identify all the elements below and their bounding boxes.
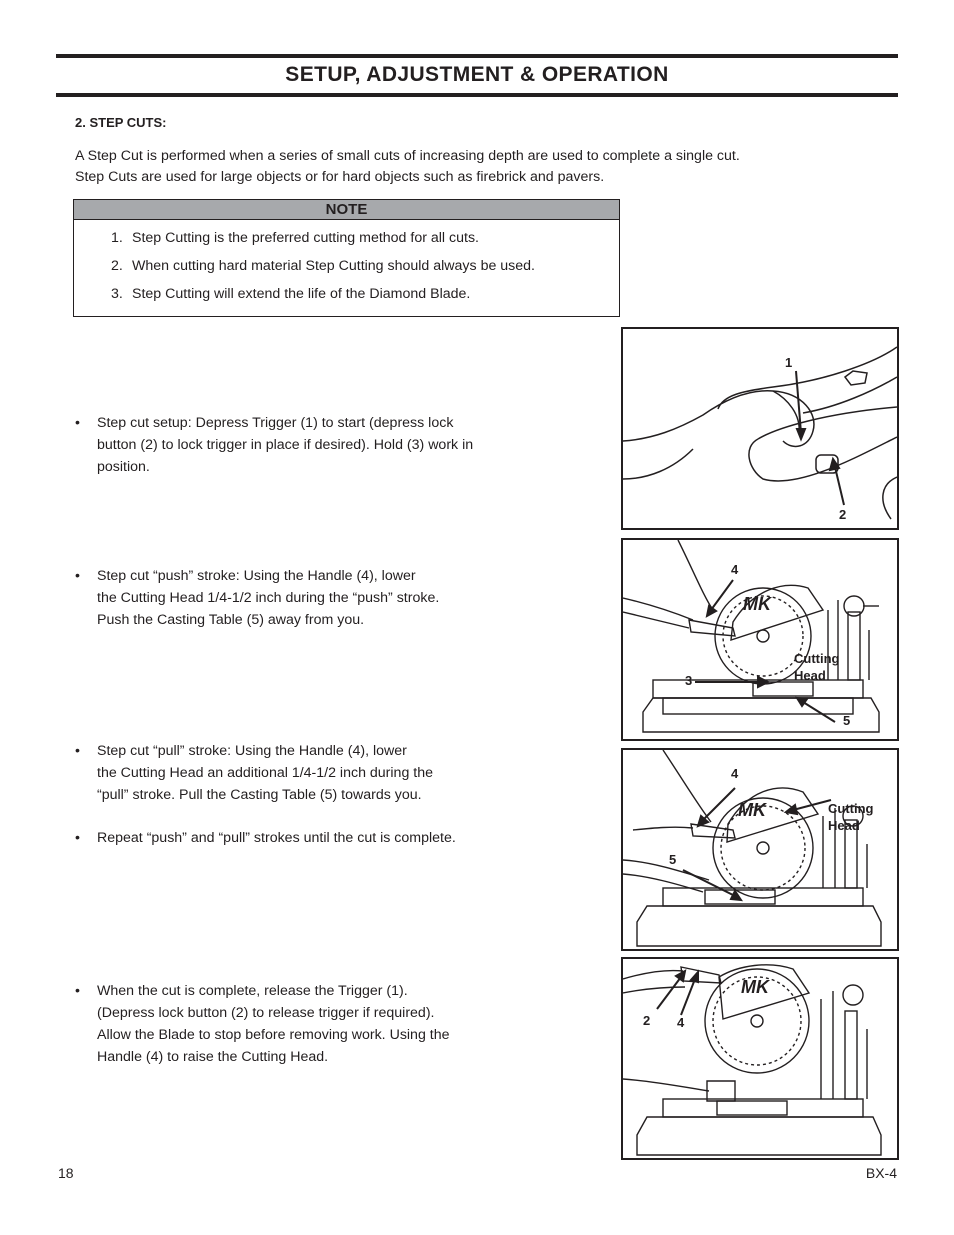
label-line: Cutting [794, 651, 840, 666]
intro-line: A Step Cut is performed when a series of small cuts of increasing depth are used to complete a single cut. [75, 148, 740, 164]
release-raise-illustration [623, 959, 897, 1158]
cutting-head-label [794, 650, 839, 684]
step-line: Allow the Blade to stop before removing work. Using the [97, 1027, 450, 1043]
note-item-number: 3. [111, 286, 123, 302]
step-text [97, 827, 456, 849]
figure-trigger-handle [621, 327, 899, 530]
bullet-dot: • [75, 830, 80, 846]
note-item-number: 1. [111, 230, 123, 246]
step-line: “pull” stroke. Pull the Casting Table (5) towards you. [97, 787, 422, 803]
bullet-dot: • [75, 743, 80, 759]
push-stroke-illustration [623, 540, 897, 739]
mk-logo: MK [741, 977, 769, 997]
label-line: Head [828, 818, 860, 833]
figure-push-stroke [621, 538, 899, 741]
intro-paragraph [75, 146, 740, 188]
note-item-number: 2. [111, 258, 123, 274]
note-item [111, 230, 479, 246]
intro-line: Step Cuts are used for large objects or for hard objects such as firebrick and pavers. [75, 169, 605, 185]
note-item-text: Step Cutting will extend the life of the Diamond Blade. [132, 286, 471, 302]
callout-1: 1 [785, 355, 793, 370]
step-text [97, 412, 473, 478]
mk-logo: MK [738, 800, 766, 820]
section-heading: 2. STEP CUTS: [75, 115, 167, 130]
mk-logo: MK [743, 594, 771, 614]
note-item-text: When cutting hard material Step Cutting should always be used. [132, 258, 535, 274]
step-line: (Depress lock button (2) to release trigger if required). [97, 1005, 435, 1021]
label-line: Cutting [828, 801, 874, 816]
figure-release-raise [621, 957, 899, 1160]
page-number: 18 [58, 1165, 74, 1181]
label-line: Head [794, 668, 826, 683]
callout-4: 4 [731, 562, 739, 577]
note-item [111, 258, 535, 274]
step-line: Step cut “push” stroke: Using the Handle (4), lower [97, 568, 416, 584]
callout-3: 3 [685, 673, 693, 688]
note-item [111, 286, 470, 302]
step-text [97, 565, 439, 631]
bullet-dot: • [75, 415, 80, 431]
step-line: the Cutting Head 1/4-1/2 inch during the “push” stroke. [97, 590, 440, 606]
bullet-dot: • [75, 983, 80, 999]
step-line: position. [97, 459, 150, 475]
step-line: Step cut setup: Depress Trigger (1) to start (depress lock [97, 415, 454, 431]
callout-4: 4 [677, 1015, 685, 1030]
pull-stroke-illustration [623, 750, 897, 949]
step-line: Push the Casting Table (5) away from you. [97, 612, 365, 628]
header-rule-bottom [56, 93, 898, 97]
step-line: button (2) to lock trigger in place if desired). Hold (3) work in [97, 437, 474, 453]
callout-2: 2 [643, 1013, 651, 1028]
note-box [73, 199, 620, 317]
note-heading: NOTE [74, 200, 619, 220]
header-rule-top [56, 54, 898, 58]
step-line: Step cut “pull” stroke: Using the Handle (4), lower [97, 743, 407, 759]
callout-5: 5 [843, 713, 851, 728]
figure-pull-stroke [621, 748, 899, 951]
page-title: SETUP, ADJUSTMENT & OPERATION [285, 63, 669, 86]
note-item-text: Step Cutting is the preferred cutting method for all cuts. [132, 230, 479, 246]
step-text [97, 740, 433, 806]
step-line: When the cut is complete, release the Trigger (1). [97, 983, 408, 999]
step-line: Handle (4) to raise the Cutting Head. [97, 1049, 329, 1065]
callout-2: 2 [839, 507, 847, 522]
step-line: Repeat “push” and “pull” strokes until the cut is complete. [97, 830, 456, 846]
callout-4: 4 [731, 766, 739, 781]
step-text [97, 980, 450, 1068]
step-line: the Cutting Head an additional 1/4-1/2 inch during the [97, 765, 434, 781]
cutting-head-label [828, 800, 873, 834]
callout-5: 5 [669, 852, 677, 867]
bullet-dot: • [75, 568, 80, 584]
trigger-handle-illustration [623, 329, 897, 528]
model-name: BX-4 [865, 1165, 897, 1181]
